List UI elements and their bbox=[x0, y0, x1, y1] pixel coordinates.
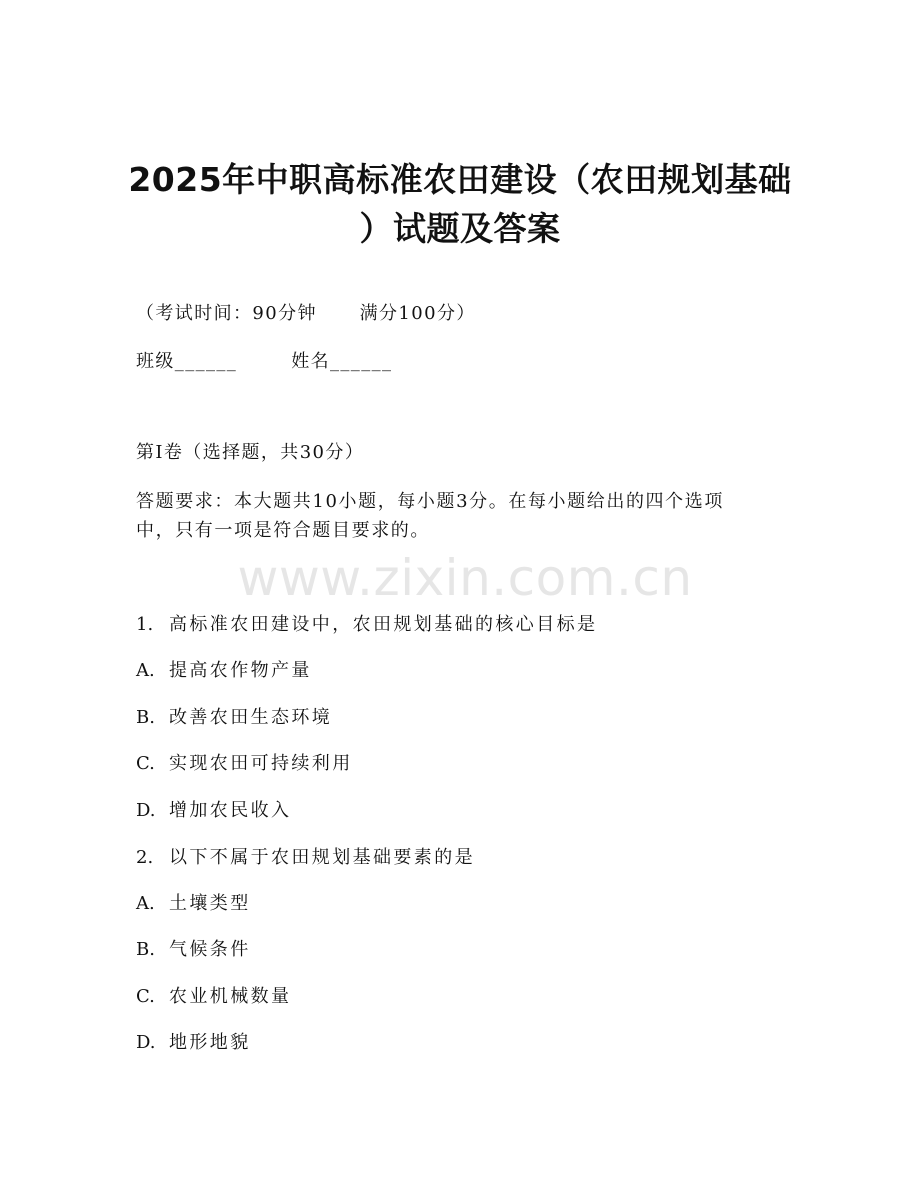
option-text: 实现农田可持续利用 bbox=[169, 753, 353, 774]
option-text: 增加农民收入 bbox=[169, 800, 292, 821]
question-1-stem bbox=[136, 612, 597, 638]
option-letter: C. bbox=[136, 753, 155, 774]
exam-info: （考试时间：90分钟 满分100分） bbox=[136, 303, 476, 324]
question-2-stem bbox=[136, 845, 475, 871]
question-2-option-a bbox=[136, 891, 251, 917]
option-letter: B. bbox=[136, 939, 155, 960]
option-letter: B. bbox=[136, 707, 155, 728]
document-title-line-1: 2025年中职高标准农田建设（农田规划基础 bbox=[128, 160, 792, 199]
question-2-option-c bbox=[136, 984, 291, 1010]
option-text: 改善农田生态环境 bbox=[169, 707, 333, 728]
option-letter: C. bbox=[136, 986, 155, 1007]
option-text: 气候条件 bbox=[169, 939, 251, 960]
requirements-line-2: 中，只有一项是符合题目要求的。 bbox=[136, 520, 430, 541]
question-number: 2. bbox=[136, 847, 154, 868]
requirements-line-1: 答题要求：本大题共10小题，每小题3分。在每小题给出的四个选项 bbox=[136, 491, 724, 512]
watermark: www.zixin.com.cn bbox=[237, 549, 693, 607]
document-title-line-2: ）试题及答案 bbox=[359, 209, 561, 248]
question-2-option-b bbox=[136, 937, 251, 963]
name-field: 姓名______ bbox=[291, 351, 393, 372]
option-letter: A. bbox=[136, 660, 155, 681]
option-text: 土壤类型 bbox=[169, 893, 251, 914]
question-1-option-b bbox=[136, 705, 332, 731]
option-letter: D. bbox=[136, 1032, 156, 1053]
section-heading: 第I卷（选择题，共30分） bbox=[136, 442, 365, 463]
option-letter: D. bbox=[136, 800, 156, 821]
question-number: 1. bbox=[136, 614, 154, 635]
question-1-option-a bbox=[136, 658, 312, 684]
option-text: 地形地貌 bbox=[169, 1032, 251, 1053]
question-1-option-d bbox=[136, 798, 291, 824]
question-1-option-c bbox=[136, 751, 353, 777]
student-info-row bbox=[136, 349, 392, 375]
option-letter: A. bbox=[136, 893, 155, 914]
question-text: 以下不属于农田规划基础要素的是 bbox=[169, 847, 475, 868]
question-2-option-d bbox=[136, 1030, 251, 1056]
option-text: 农业机械数量 bbox=[169, 986, 292, 1007]
question-text: 高标准农田建设中，农田规划基础的核心目标是 bbox=[169, 614, 598, 635]
option-text: 提高农作物产量 bbox=[169, 660, 312, 681]
class-field: 班级______ bbox=[136, 351, 238, 372]
